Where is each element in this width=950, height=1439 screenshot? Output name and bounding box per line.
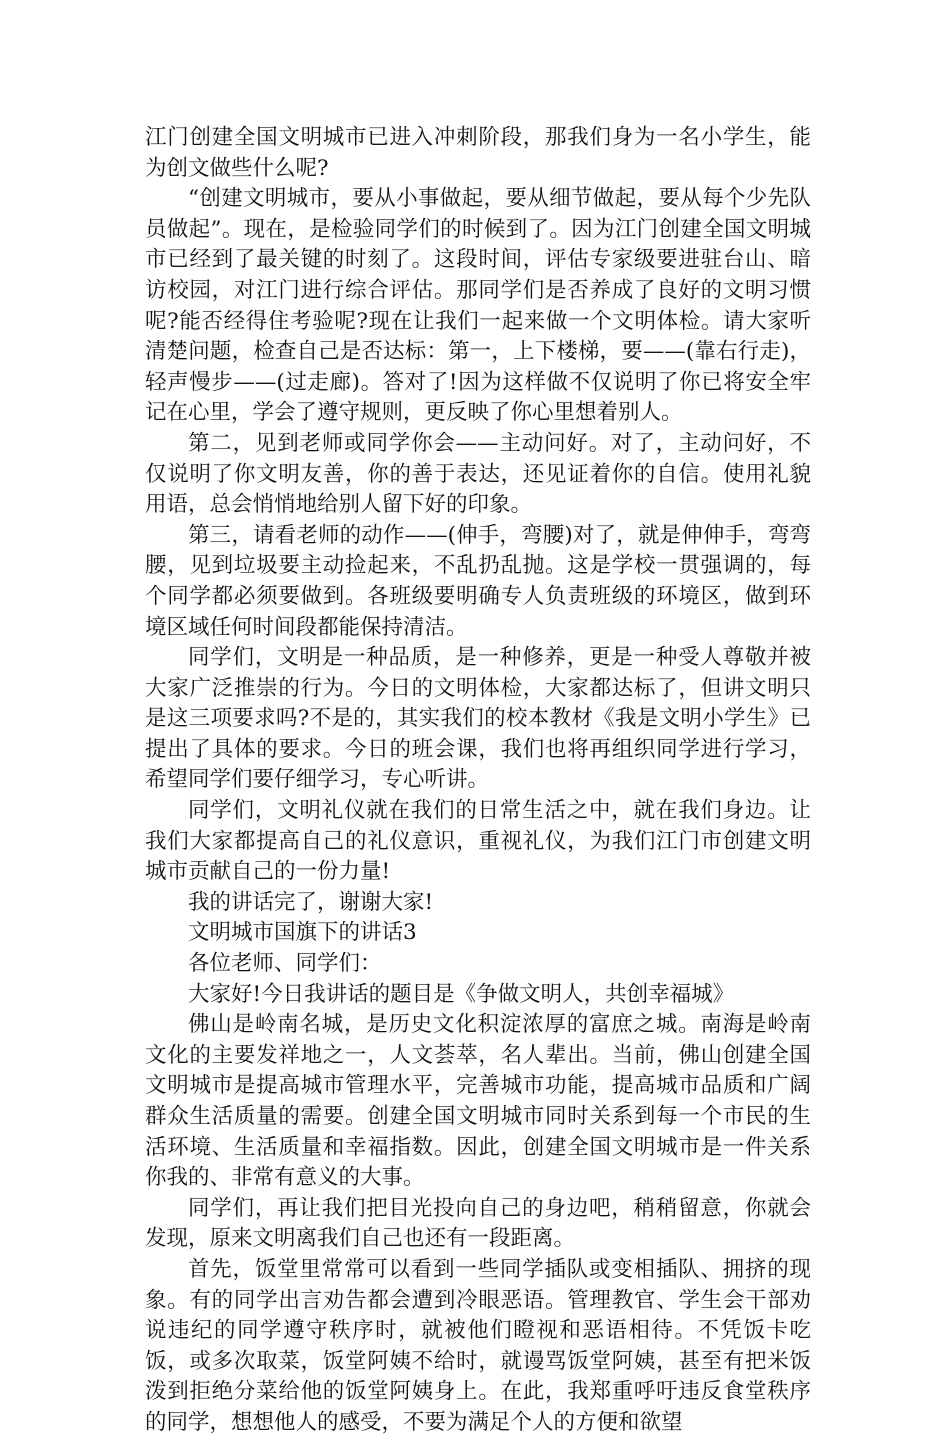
paragraph-civility-quality: 同学们，文明是一种品质，是一种修养，更是一种受人尊敬并被大家广泛推崇的行为。今日的文明体检，大家都达标了，但讲文明只是这三项要求吗?不是的，其实我们的校本教材《我是文明小学生》已提出了具体的要求。今日的班会课，我们也将再组织同学进行学习，希望同学们要仔细学习，专心听讲。 xyxy=(145,645,811,793)
paragraph-foshan: 佛山是岭南名城，是历史文化积淀浓厚的富庶之城。南海是岭南文化的主要发祥地之一，人文荟萃，名人辈出。当前，佛山创建全国文明城市是提高城市管理水平，完善城市功能，提高城市品质和广阔群众生活质量的需要。创建全国文明城市同时关系到每一个市民的生活环境、生活质量和幸福指数。因此，创建全国文明城市是一件关系你我的、非常有意义的大事。 xyxy=(145,1012,811,1191)
speech-title: 文明城市国旗下的讲话3 xyxy=(188,920,417,946)
paragraph-topic: 大家好!今日我讲话的题目是《争做文明人，共创幸福城》 xyxy=(188,981,735,1007)
paragraph-look-around: 同学们，再让我们把目光投向自己的身边吧，稍稍留意，你就会发现，原来文明离我们自己也还有一段距离。 xyxy=(145,1195,811,1252)
paragraph-closing-thanks: 我的讲话完了，谢谢大家! xyxy=(188,889,434,915)
paragraph-third-litter: 第三，请看老师的动作——(伸手，弯腰)对了，就是伸伸手，弯弯腰，见到垃圾要主动捡起来，不乱扔乱抛。这是学校一贯强调的，每个同学都必须要做到。各班级要明确专人负责班级的环境区，做到环境区域任何时间段都能保持清洁。 xyxy=(145,522,811,640)
document-page xyxy=(145,123,811,1439)
paragraph-canteen: 首先，饭堂里常常可以看到一些同学插队或变相插队、拥挤的现象。有的同学出言劝告都会遭到冷眼恶语。管理教官、学生会干部劝说违纪的同学遵守秩序时，就被他们瞪视和恶语相待。不凭饭卡吃饭，或多次取菜，饭堂阿姨不给时，就谩骂饭堂阿姨，甚至有把米饭泼到拒绝分菜给他的饭堂阿姨身上。在此，我郑重呼吁违反食堂秩序的同学，想想他人的感受，不要为满足个人的方便和欲望 xyxy=(145,1256,811,1435)
paragraph-second-greeting: 第二，见到老师或同学你会——主动问好。对了，主动问好，不仅说明了你文明友善，你的善于表达，还见证着你的自信。使用礼貌用语，总会悄悄地给别人留下好的印象。 xyxy=(145,430,811,518)
salutation: 各位老师、同学们： xyxy=(188,951,382,977)
paragraph-etiquette: 同学们，文明礼仪就在我们的日常生活之中，就在我们身边。让我们大家都提高自己的礼仪意识，重视礼仪，为我们江门市创建文明城市贡献自己的一份力量! xyxy=(145,798,811,885)
paragraph-intro: 江门创建全国文明城市已进入冲刺阶段，那我们身为一名小学生，能为创文做些什么呢? xyxy=(145,125,811,181)
paragraph-start-small: “创建文明城市，要从小事做起，要从细节做起，要从每个少先队员做起”。现在，是检验同学们的时候到了。因为江门创建全国文明城市已经到了最关键的时刻了。这段时间，评估专家级要进驻台山、暗访校园，对江门进行综合评估。那同学们是否养成了良好的文明习惯呢?能否经得住考验呢?现在让我们一起来做一个文明体检。请大家听清楚问题，检查自己是否达标：第一，上下楼梯，要——(靠右行走)，轻声慢步——(过走廊)。答对了!因为这样做不仅说明了你已将安全牢记在心里，学会了遵守规则，更反映了你心里想着别人。 xyxy=(145,186,811,426)
